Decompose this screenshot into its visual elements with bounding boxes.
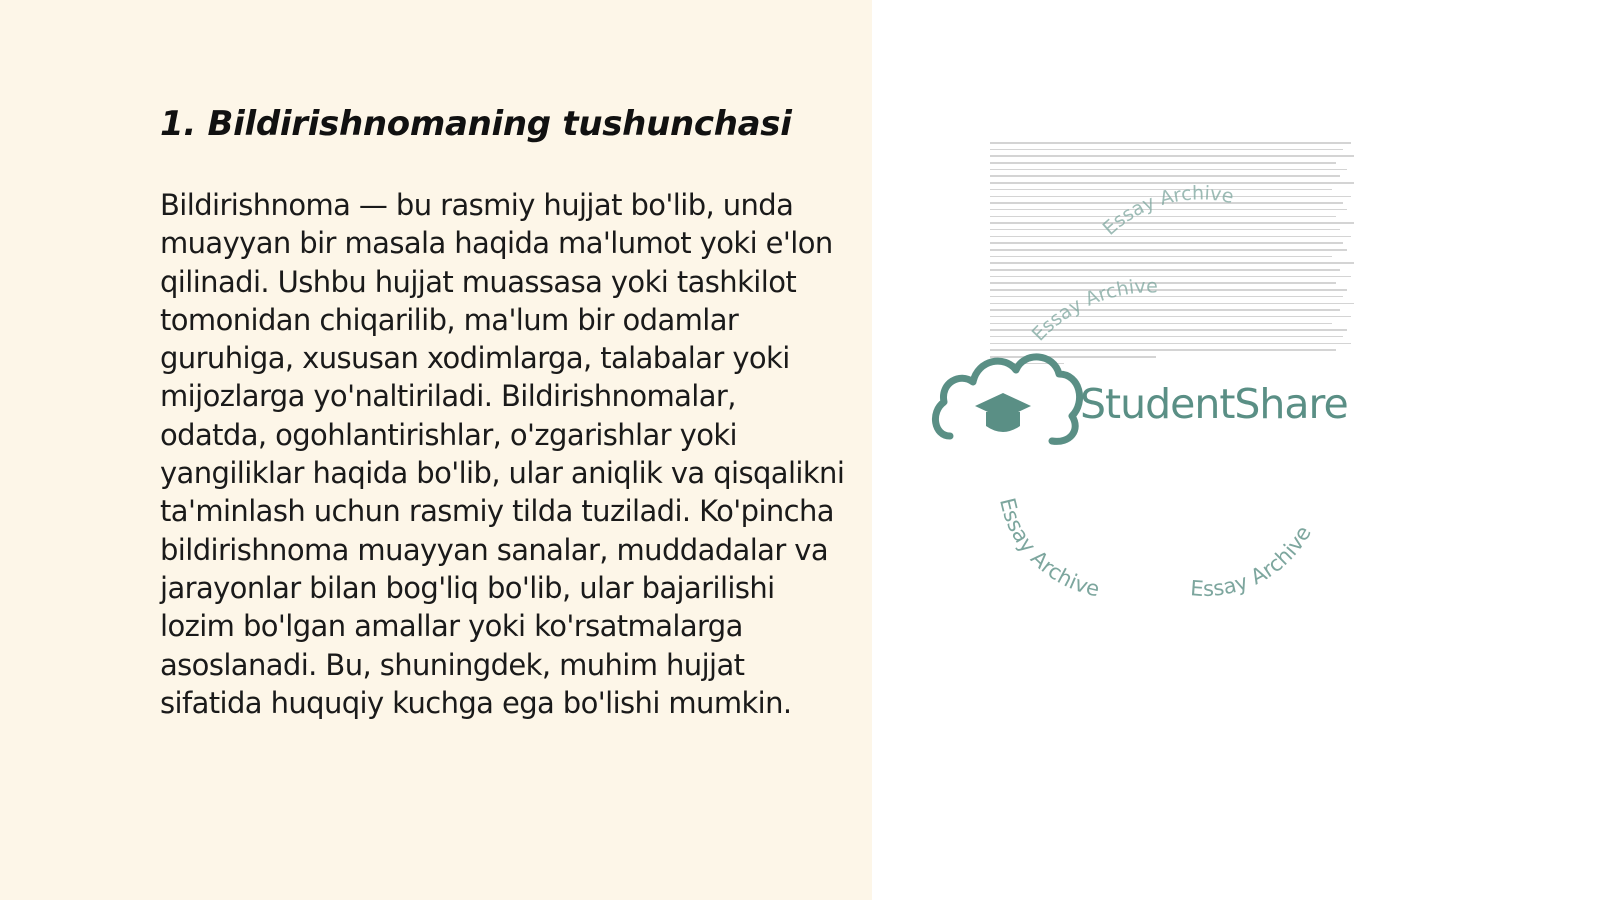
cloud-graduation-cap-icon bbox=[935, 357, 1079, 441]
stamp-text-bottom-right bbox=[1190, 522, 1316, 601]
stamp-text-bottom-right-path: Essay Archive bbox=[1189, 521, 1316, 602]
brand-wordmark: StudentShare bbox=[1080, 380, 1348, 428]
stamp-text-bottom-left bbox=[995, 496, 1102, 602]
stamp-text-top-right bbox=[1099, 182, 1236, 239]
stamp-text-top-left bbox=[1028, 275, 1158, 345]
stamp-text-top-right-path: Essay Archive bbox=[1098, 182, 1236, 240]
stamp-text-bottom-left-path: Essay Archive bbox=[994, 495, 1102, 602]
stamp-text-top-left-path: Essay Archive bbox=[1027, 275, 1158, 346]
slide-body-text: Bildirishnoma — bu rasmiy hujjat bo'lib, unda muayyan bir masala haqida ma'lumot yoki e'lon qilinadi. Ushbu hujjat muassasa yoki tashkilot tomonidan chiqarilib, ma'lum bir odamlar guruhiga, xususan xodimlarga, talabalar yoki mijozlarga yo'naltiriladi. Bildirishnomalar, odatda, ogohlantirishlar, o'zgarishlar yoki yangiliklar haqida bo'lib, ular aniqlik va qisqalikni ta'minlash uchun rasmiy tilda tuziladi. Ko'pincha bildirishnoma muayyan sanalar, muddadalar va jarayonlar bilan bog'liq bo'lib, ular bajarilishi lozim bo'lgan amallar yoki ko'rsatmalarga asoslanadi. Bu, shuningdek, muhim hujjat sifatida huquqiy kuchga ega bo'lishi mumkin. bbox=[160, 188, 845, 720]
studentshare-watermark bbox=[900, 150, 1460, 630]
scan-text-line bbox=[990, 142, 1351, 144]
slide-title: 1. Bildirishnomaning tushunchasi bbox=[160, 104, 792, 144]
